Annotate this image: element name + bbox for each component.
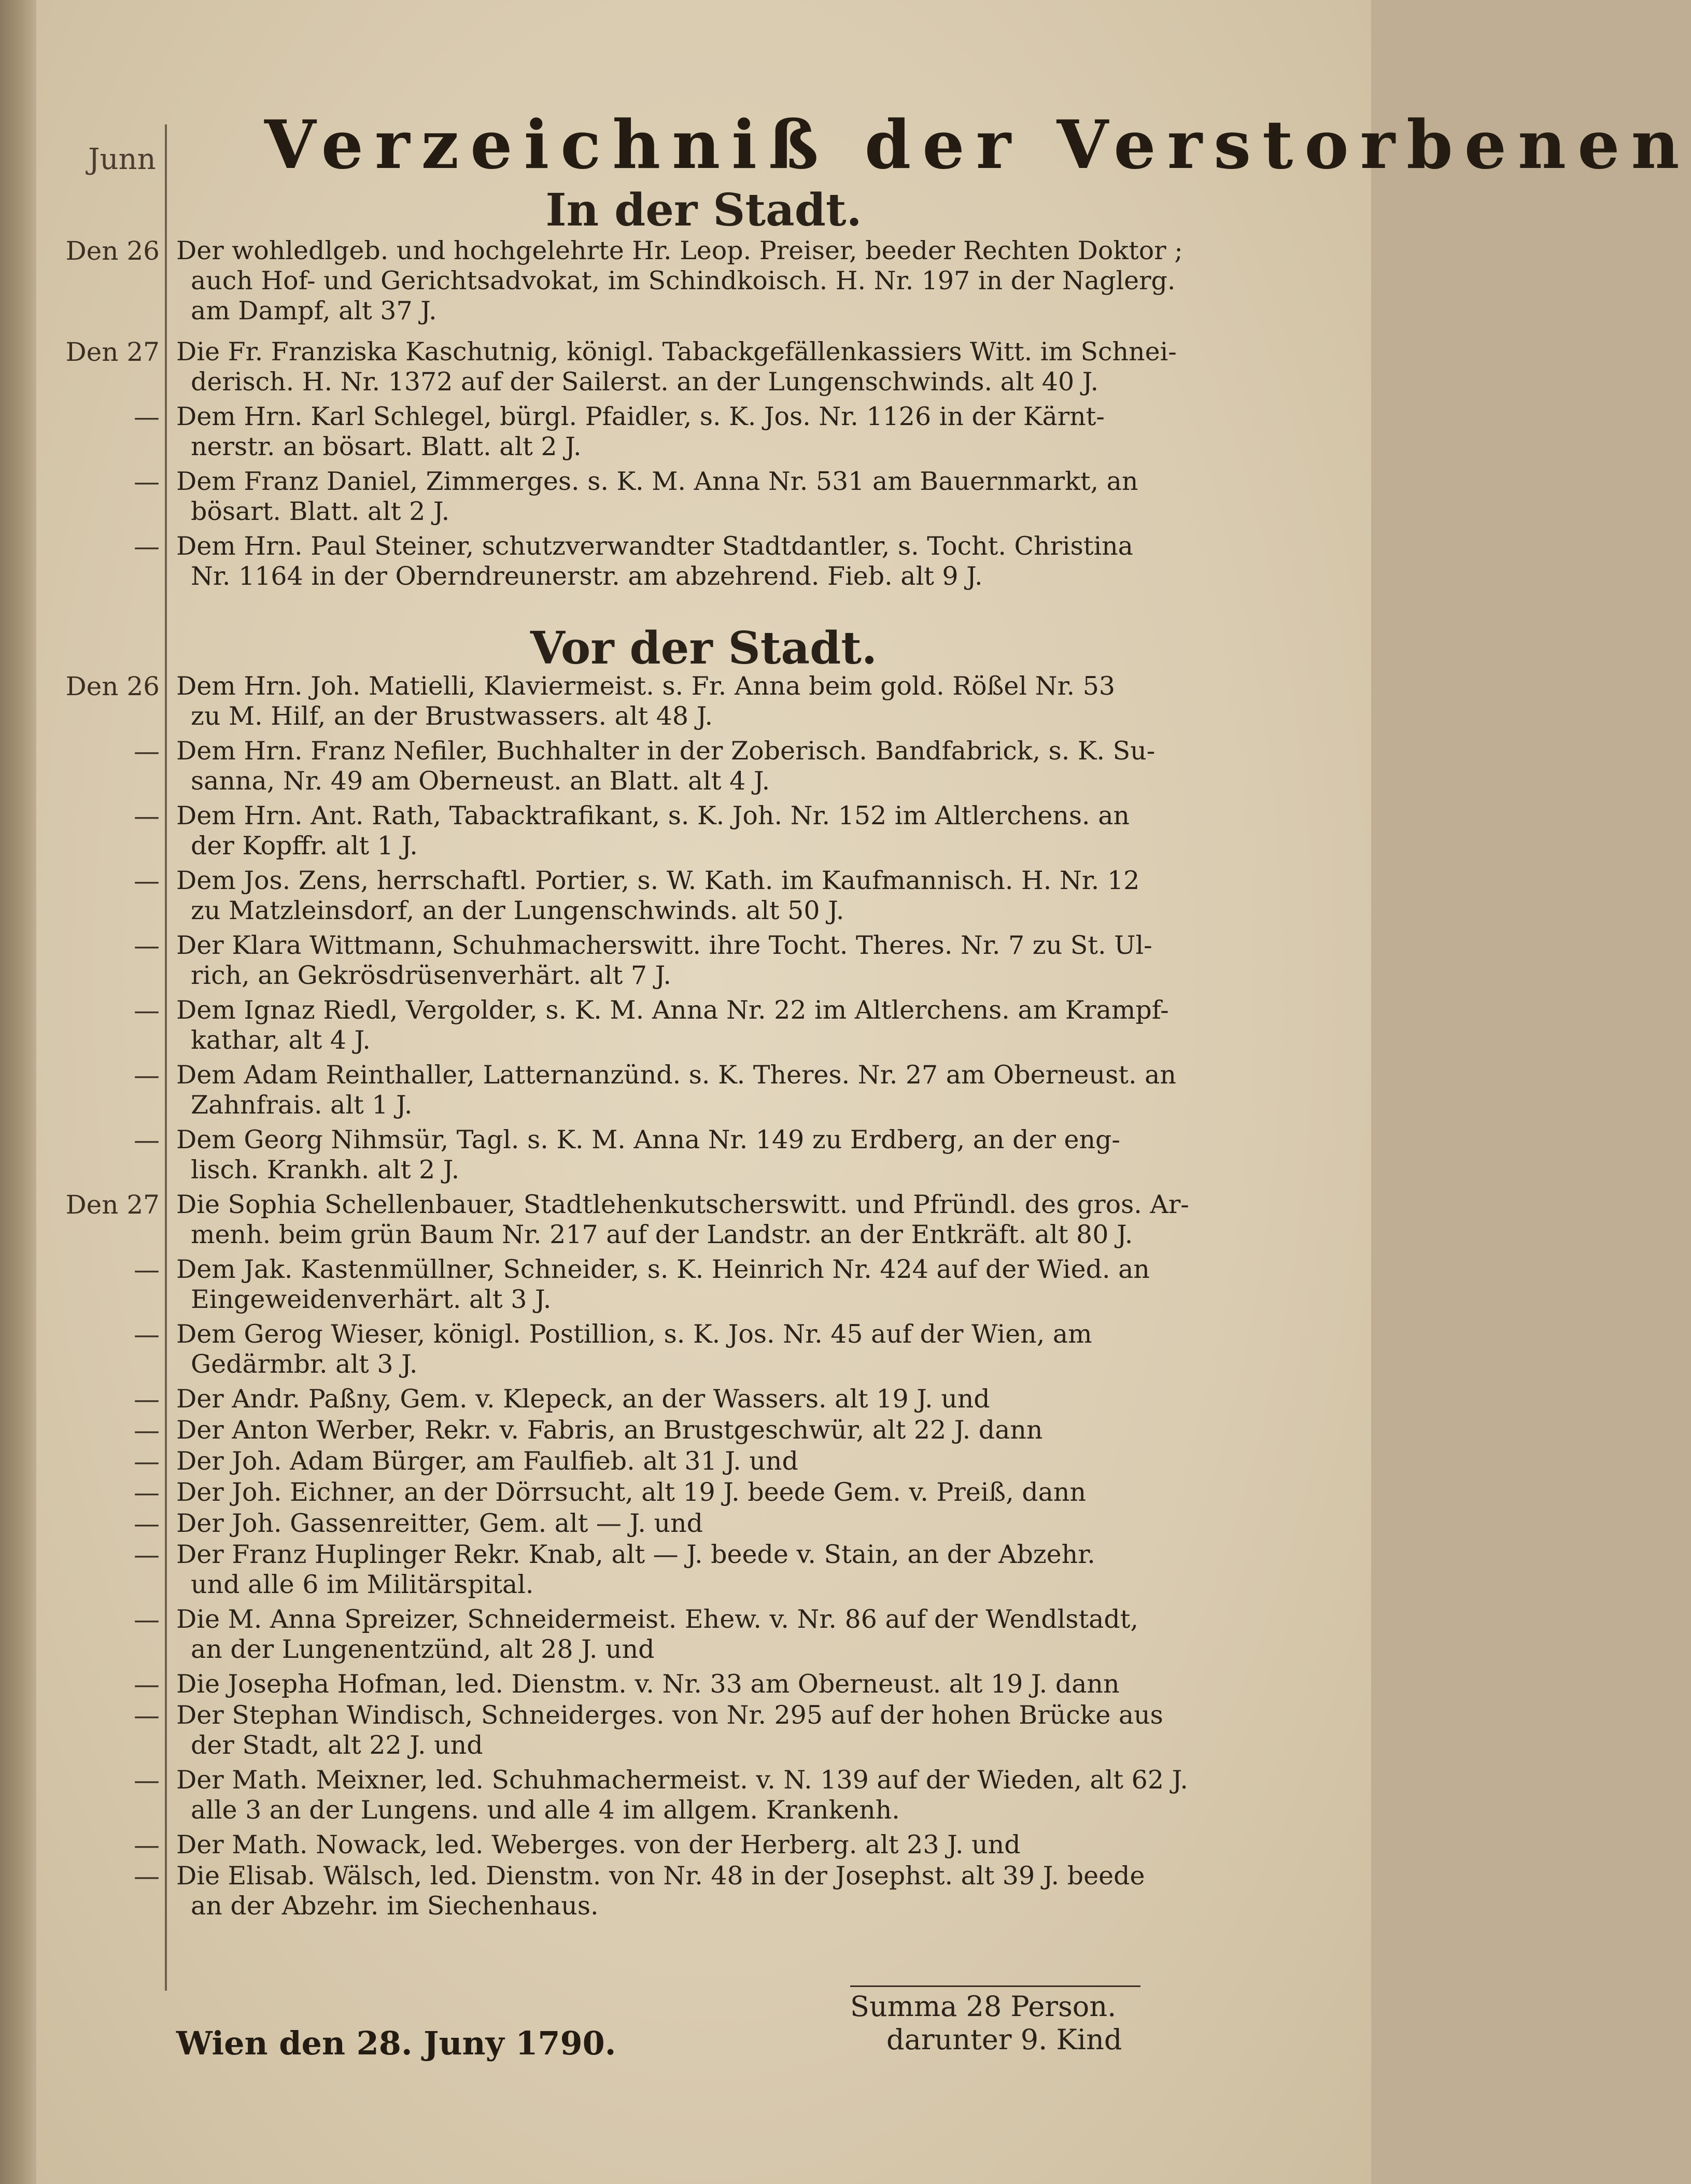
- entry-line: Die M. Anna Spreizer, Schneidermeist. Ehew. v. Nr. 86 auf der Wendlstadt,: [176, 1604, 1138, 1634]
- summary-rule: [850, 1985, 1140, 1987]
- entry-line: an der Lungenentzünd, alt 28 J. und: [191, 1635, 655, 1664]
- entry-line: Der Franz Huplinger Rekr. Knab, alt — J. beede v. Stain, an der Abzehr.: [176, 1540, 1095, 1569]
- entry-line: an der Abzehr. im Siechenhaus.: [191, 1891, 599, 1921]
- entry-text: [176, 402, 1343, 462]
- entry-line: menh. beim grün Baum Nr. 217 auf der Landstr. an der Entkräft. alt 80 J.: [191, 1220, 1133, 1249]
- entry-text: [176, 1604, 1343, 1665]
- entry-date: —: [134, 467, 160, 497]
- entry-text: [176, 1477, 1343, 1507]
- entry-line: Dem Hrn. Joh. Matielli, Klaviermeist. s. Fr. Anna beim gold. Rößel Nr. 53: [176, 671, 1116, 701]
- entry-text: [176, 337, 1343, 397]
- entry-date: —: [134, 995, 160, 1025]
- entry-line: lisch. Krankh. alt 2 J.: [191, 1155, 460, 1185]
- entry-date: —: [134, 866, 160, 896]
- entry-text: [176, 1765, 1343, 1825]
- entry-line: Dem Hrn. Franz Nefiler, Buchhalter in der Zoberisch. Bandfabrick, s. K. Su-: [176, 736, 1155, 766]
- entry-date: Den 27: [65, 337, 160, 367]
- summary-total: Summa 28 Person.: [850, 1990, 1117, 2023]
- entry-line: Der Anton Werber, Rekr. v. Fabris, an Brustgeschwür, alt 22 J. dann: [176, 1415, 1043, 1445]
- closing-dateline: Wien den 28. Juny 1790.: [176, 2024, 616, 2062]
- section-heading-city: In der Stadt.: [545, 184, 862, 236]
- entry-text: [176, 1446, 1343, 1476]
- entry-text: [176, 1384, 1343, 1414]
- margin-rule: [165, 124, 167, 1991]
- entry-date: —: [134, 1830, 160, 1860]
- entry-date: —: [134, 1477, 160, 1507]
- entry-line: Der Andr. Paßny, Gem. v. Klepeck, an der Wassers. alt 19 J. und: [176, 1384, 990, 1414]
- entry-line: Dem Jak. Kastenmüllner, Schneider, s. K. Heinrich Nr. 424 auf der Wied. an: [176, 1255, 1150, 1284]
- section-heading-suburb: Vor der Stadt.: [530, 622, 877, 674]
- entry-text: [176, 1190, 1343, 1250]
- entry-line: Der Joh. Gassenreitter, Gem. alt — J. und: [176, 1509, 703, 1538]
- entry-date: —: [134, 1669, 160, 1699]
- entry-date: —: [134, 1384, 160, 1414]
- entry-line: Dem Jos. Zens, herrschaftl. Portier, s. W. Kath. im Kaufmannisch. H. Nr. 12: [176, 866, 1140, 895]
- entry-line: Der Joh. Adam Bürger, am Faulfieb. alt 31 J. und: [176, 1446, 798, 1476]
- entry-date: —: [134, 402, 160, 432]
- entry-text: [176, 931, 1343, 991]
- entry-line: nerstr. an bösart. Blatt. alt 2 J.: [191, 432, 582, 461]
- entry-line: der Kopffr. alt 1 J.: [191, 831, 418, 861]
- entry-date: Den 26: [65, 671, 160, 701]
- entry-line: Der wohledlgeb. und hochgelehrte Hr. Leop. Preiser, beeder Rechten Doktor ;: [176, 236, 1183, 265]
- entry-date: —: [134, 736, 160, 766]
- entry-text: [176, 1830, 1343, 1860]
- month-label: Junn: [88, 143, 156, 176]
- entry-line: Die Sophia Schellenbauer, Stadtlehenkutscherswitt. und Pfründl. des gros. Ar-: [176, 1190, 1189, 1219]
- entry-text: [176, 1125, 1343, 1185]
- entry-text: [176, 1060, 1343, 1120]
- entry-text: [176, 995, 1343, 1055]
- entry-line: der Stadt, alt 22 J. und: [191, 1730, 483, 1760]
- entry-text: [176, 467, 1343, 527]
- document-page: [36, 0, 1691, 2184]
- entry-text: [176, 1509, 1343, 1539]
- entry-text: [176, 1861, 1343, 1921]
- entry-line: zu M. Hilf, an der Brustwassers. alt 48 J.: [191, 701, 713, 731]
- entry-line: Der Stephan Windisch, Schneiderges. von Nr. 295 auf der hohen Brücke aus: [176, 1700, 1163, 1730]
- entry-line: derisch. H. Nr. 1372 auf der Sailerst. an der Lungenschwinds. alt 40 J.: [191, 367, 1099, 397]
- entry-text: [176, 1415, 1343, 1445]
- entry-line: rich, an Gekrösdrüsenverhärt. alt 7 J.: [191, 961, 672, 990]
- entry-text: [176, 1540, 1343, 1600]
- entry-text: [176, 236, 1343, 326]
- entry-line: Eingeweidenverhärt. alt 3 J.: [191, 1285, 552, 1314]
- page-title: Verzeichniß der Verstorbenen: [264, 106, 1691, 184]
- entry-line: Der Math. Nowack, led. Weberges. von der Herberg. alt 23 J. und: [176, 1830, 1021, 1859]
- entry-text: [176, 671, 1343, 731]
- entry-line: Der Klara Wittmann, Schuhmacherswitt. ihre Tocht. Theres. Nr. 7 zu St. Ul-: [176, 931, 1152, 960]
- entry-line: am Dampf, alt 37 J.: [191, 296, 437, 326]
- entry-text: [176, 866, 1343, 926]
- entry-line: Dem Ignaz Riedl, Vergolder, s. K. M. Anna Nr. 22 im Altlerchens. am Krampf-: [176, 995, 1169, 1025]
- entry-date: —: [134, 1700, 160, 1730]
- entry-line: Dem Franz Daniel, Zimmerges. s. K. M. Anna Nr. 531 am Bauernmarkt, an: [176, 467, 1138, 496]
- entry-date: —: [134, 1415, 160, 1445]
- entry-date: —: [134, 1446, 160, 1476]
- entry-date: —: [134, 531, 160, 561]
- entry-line: auch Hof- und Gerichtsadvokat, im Schindkoisch. H. Nr. 197 in der Naglerg.: [191, 266, 1176, 295]
- entry-text: [176, 1319, 1343, 1379]
- entry-line: Dem Hrn. Karl Schlegel, bürgl. Pfaidler, s. K. Jos. Nr. 1126 in der Kärnt-: [176, 402, 1105, 431]
- entry-line: Dem Hrn. Ant. Rath, Tabacktrafikant, s. K. Joh. Nr. 152 im Altlerchens. an: [176, 801, 1130, 830]
- entry-line: Dem Gerog Wieser, königl. Postillion, s. K. Jos. Nr. 45 auf der Wien, am: [176, 1319, 1092, 1349]
- entry-text: [176, 531, 1343, 591]
- entry-date: —: [134, 1861, 160, 1891]
- entry-date: —: [134, 1255, 160, 1285]
- entry-date: Den 27: [65, 1190, 160, 1220]
- entry-line: Dem Georg Nihmsür, Tagl. s. K. M. Anna Nr. 149 zu Erdberg, an der eng-: [176, 1125, 1120, 1154]
- entry-line: Der Joh. Eichner, an der Dörrsucht, alt 19 J. beede Gem. v. Preiß, dann: [176, 1477, 1087, 1507]
- entry-line: Der Math. Meixner, led. Schuhmachermeist. v. N. 139 auf der Wieden, alt 62 J.: [176, 1765, 1188, 1795]
- entry-text: [176, 736, 1343, 796]
- entry-date: —: [134, 801, 160, 831]
- entry-line: Zahnfrais. alt 1 J.: [191, 1090, 413, 1120]
- entry-date: —: [134, 1509, 160, 1539]
- entry-line: kathar, alt 4 J.: [191, 1025, 371, 1055]
- entry-line: Die Elisab. Wälsch, led. Dienstm. von Nr. 48 in der Josephst. alt 39 J. beede: [176, 1861, 1145, 1891]
- entry-line: Dem Hrn. Paul Steiner, schutzverwandter Stadtdantler, s. Tocht. Christina: [176, 531, 1133, 561]
- entry-line: sanna, Nr. 49 am Oberneust. an Blatt. alt 4 J.: [191, 766, 770, 796]
- summary-block: [850, 1985, 1140, 2056]
- entry-line: Die Josepha Hofman, led. Dienstm. v. Nr. 33 am Oberneust. alt 19 J. dann: [176, 1669, 1120, 1699]
- entry-line: zu Matzleinsdorf, an der Lungenschwinds. alt 50 J.: [191, 896, 844, 925]
- entry-date: —: [134, 1604, 160, 1635]
- entry-date: Den 26: [65, 236, 160, 266]
- entry-line: Gedärmbr. alt 3 J.: [191, 1349, 418, 1379]
- entry-text: [176, 1255, 1343, 1315]
- entry-date: —: [134, 1319, 160, 1349]
- entry-line: Dem Adam Reinthaller, Latternanzünd. s. K. Theres. Nr. 27 am Oberneust. an: [176, 1060, 1176, 1090]
- scan-binding-edge: [0, 0, 36, 2184]
- entry-text: [176, 1700, 1343, 1760]
- entry-line: Die Fr. Franziska Kaschutnig, königl. Tabackgefällenkassiers Witt. im Schnei-: [176, 337, 1177, 367]
- entry-date: —: [134, 1125, 160, 1155]
- entry-line: und alle 6 im Militärspital.: [191, 1570, 534, 1599]
- entry-date: —: [134, 931, 160, 961]
- summary-children: darunter 9. Kind: [886, 2023, 1122, 2056]
- entry-line: Nr. 1164 in der Oberndreunerstr. am abzehrend. Fieb. alt 9 J.: [191, 561, 983, 591]
- entry-line: alle 3 an der Lungens. und alle 4 im allgem. Krankenh.: [191, 1795, 900, 1825]
- entry-text: [176, 1669, 1343, 1699]
- entry-date: —: [134, 1540, 160, 1570]
- entry-line: bösart. Blatt. alt 2 J.: [191, 497, 450, 526]
- entry-text: [176, 801, 1343, 861]
- entry-date: —: [134, 1765, 160, 1795]
- entry-date: —: [134, 1060, 160, 1090]
